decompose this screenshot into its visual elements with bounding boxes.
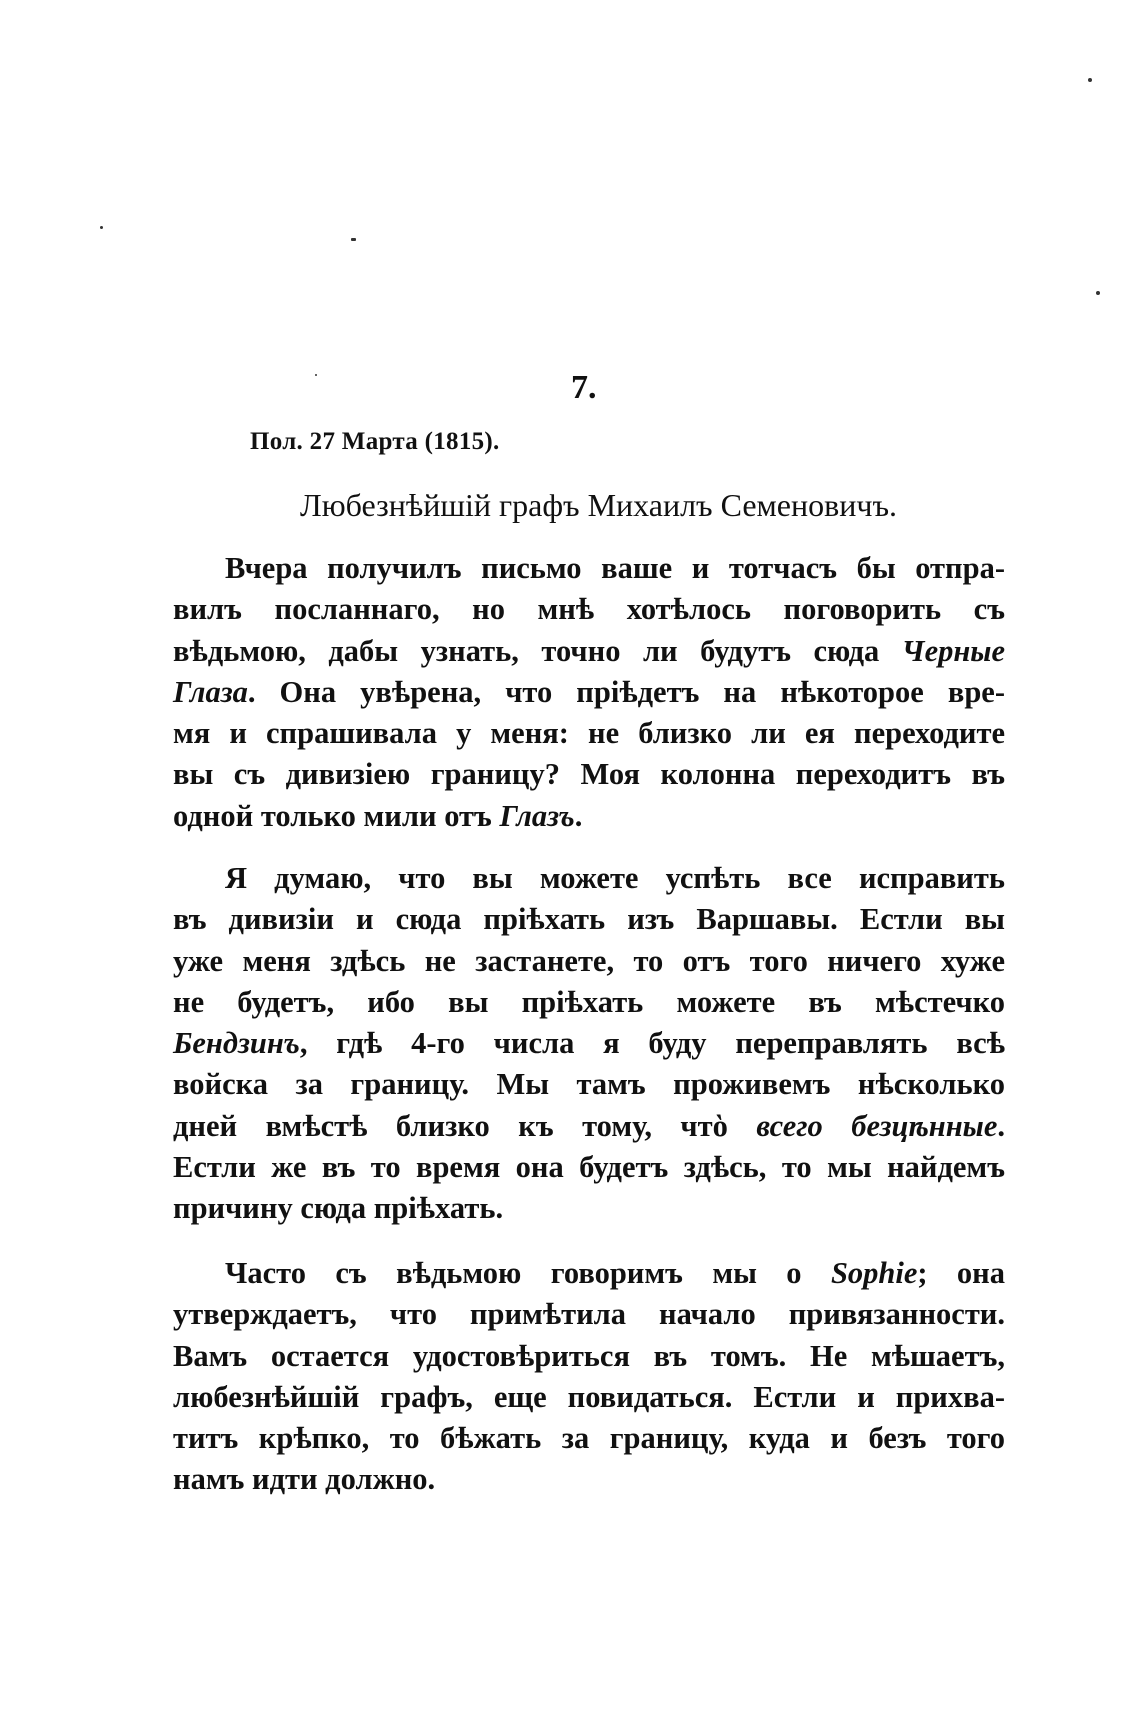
text-line: не будетъ, ибо вы пріѣхать можете въ мѣстечко [173, 984, 1005, 1019]
scan-speck [351, 238, 356, 241]
text-run: дней вмѣстѣ близко къ тому, чтὸ [173, 1108, 757, 1143]
italic-phrase: всего безцѣнные [756, 1108, 998, 1143]
salutation: Любезнѣйшій графъ Михаилъ Семеновичъ. [300, 487, 897, 523]
text-run: ; она [917, 1256, 1005, 1290]
text-line [173, 1106, 1005, 1147]
italic-place-bendzin: Бендзинъ [173, 1026, 300, 1061]
text-line [173, 672, 1005, 713]
text-line: любезнѣйшій графъ, еще повидаться. Естли и прихва- [173, 1379, 1005, 1414]
text-line: Естли же въ то время она будетъ здѣсь, то мы найдемъ [173, 1150, 1005, 1185]
text-line: мя и спрашивала у меня: не близко ли ея переходите [173, 716, 1005, 751]
text-line: намъ идти должно. [173, 1462, 436, 1497]
text-run: , гдѣ 4-го числа я буду переправлять всѣ [299, 1026, 1005, 1061]
text-line [173, 1253, 1005, 1294]
scan-speck [1096, 291, 1100, 295]
scan-speck [1088, 78, 1092, 82]
italic-name-eyes: Глазъ [499, 798, 575, 833]
text-run: . [574, 798, 583, 833]
text-line: въ дивизіи и сюда пріѣхать изъ Варшавы. Естли вы [173, 902, 1005, 937]
text-run: одной только мили отъ [173, 798, 500, 833]
letter-number: 7. [571, 369, 597, 406]
text-run: . Она увѣрена, что пріѣдетъ на нѣкоторое вре- [247, 674, 1005, 709]
text-line: войска за границу. Мы тамъ проживемъ нѣсколько [173, 1067, 1005, 1102]
scan-speck [100, 226, 103, 229]
text-run: вѣдьмою, дабы узнать, точно ли будутъ сюда [173, 633, 902, 668]
paragraph-2 [173, 858, 1005, 1230]
text-line: вилъ посланнаго, но мнѣ хотѣлось поговорить съ [173, 592, 1005, 627]
italic-name-black-eyes: Черные [901, 633, 1005, 668]
received-date-note: Пол. 27 Марта (1815). [250, 428, 500, 455]
scan-speck [315, 374, 317, 376]
text-line: титъ крѣпко, то бѣжать за границу, куда и безъ того [173, 1421, 1005, 1456]
italic-name-sophie: Sophie [830, 1256, 918, 1290]
text-line: уже меня здѣсь не застанете, то отъ того ничего хуже [173, 943, 1005, 978]
text-line: вы съ дивизіею границу? Моя колонна переходитъ въ [173, 757, 1005, 792]
italic-name-eyes: Глаза [173, 674, 248, 709]
text-line [173, 1023, 1005, 1064]
text-line: утверждаетъ, что примѣтила начало привязанности. [173, 1297, 1005, 1332]
text-line [173, 796, 1005, 837]
text-run: . [997, 1108, 1005, 1143]
paragraph-3 [173, 1253, 1005, 1501]
text-line: Я думаю, что вы можете успѣть все исправить [225, 861, 1005, 895]
paragraph-1 [173, 548, 1005, 837]
text-line: Вамъ остается удостовѣриться въ томъ. Не мѣшаетъ, [173, 1338, 1005, 1373]
text-line: Вчера получилъ письмо ваше и тотчасъ бы отпра- [225, 551, 1005, 585]
text-line [173, 631, 1005, 672]
text-run: Часто съ вѣдьмою говоримъ мы о [225, 1256, 831, 1290]
text-line: причину сюда пріѣхать. [173, 1191, 504, 1226]
